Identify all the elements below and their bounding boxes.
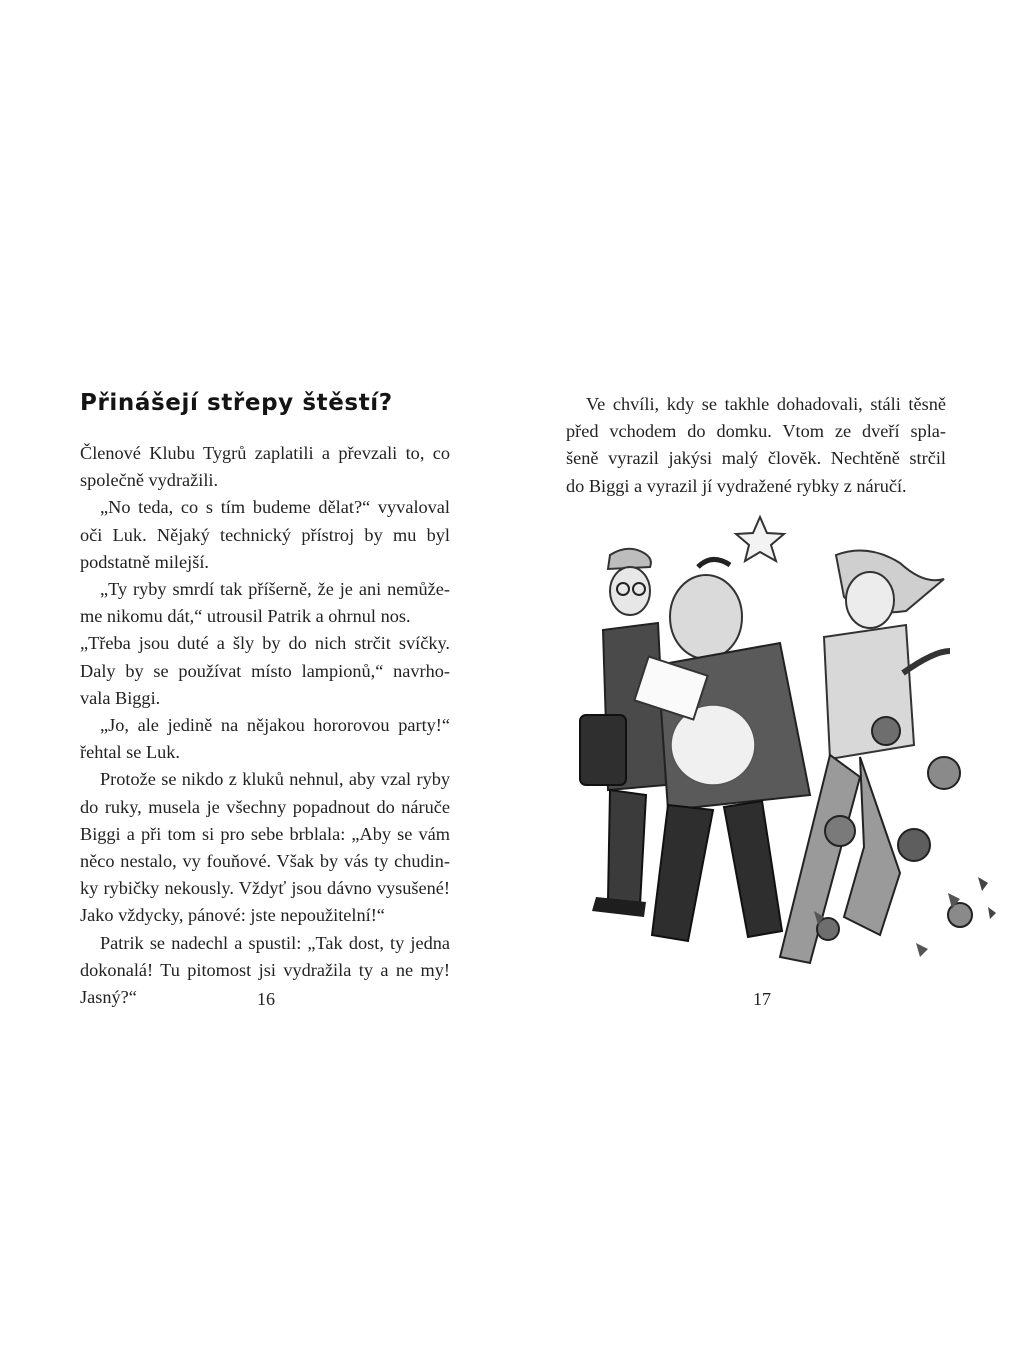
text-line: Daly by se používat místo lampionů,“ navrho- xyxy=(80,660,450,681)
illustration-children-pufferfish xyxy=(548,505,998,979)
text-line: něco nestalo, vy fouňové. Však by vás ty chudin- xyxy=(80,851,450,872)
text-line: před vchodem do domku. Vtom ze dveří spla- xyxy=(566,421,946,442)
right-body-text xyxy=(566,391,946,500)
text-line: Protože se nikdo z kluků nehnul, aby vzal ryby xyxy=(100,769,450,790)
girl-biggi xyxy=(780,551,950,964)
text-line: Patrik se nadechl a spustil: „Tak dost, ty jedna xyxy=(100,932,450,953)
page-number-right: 17 xyxy=(753,989,771,1009)
boy-with-glasses xyxy=(580,549,666,917)
text-line: šeně vyrazil jakýsi malý človĕk. Nechtěně strčil xyxy=(566,448,946,469)
text-line: Ve chvíli, kdy se takhle dohadovali, stáli těsně xyxy=(586,394,946,414)
chapter-heading: Přinášejí střepy štěstí? xyxy=(80,390,393,416)
right-page xyxy=(512,0,1024,1365)
left-body-text xyxy=(80,440,450,1011)
text-line: řehtal se Luk. xyxy=(80,742,181,763)
text-line: me nikomu dát,“ utrousil Patrik a ohrnul nos. xyxy=(80,606,411,627)
text-line: „Jo, ale jedině na nějakou hororovou party!“ xyxy=(100,715,450,736)
star-icon xyxy=(736,517,784,561)
text-line: „No teda, co s tím budeme dělat?“ vyvaloval xyxy=(100,497,450,518)
text-line: společně vydražili. xyxy=(80,470,219,491)
text-line: Jako vždycky, pánové: jste nepoužitelní!“ xyxy=(80,905,385,926)
text-line: Členové Klubu Tygrů zaplatili a převzali to, co xyxy=(80,443,450,463)
text-line: „Třeba jsou duté a šly by do nich strčit svíčky. xyxy=(80,633,450,654)
text-line: dokonalá! Tu pitomost jsi vydražila ty a ne my! xyxy=(80,959,450,980)
text-line: „Ty ryby smrdí tak příšerně, že je ani nemůže- xyxy=(100,579,450,600)
text-line: ky rybičky nekously. Vždyť jsou dávno vysušené! xyxy=(80,878,450,899)
text-line: Biggi a při tom si pro sebe brblala: „Aby se vám xyxy=(80,823,450,844)
text-line: vala Biggi. xyxy=(80,687,161,708)
text-line: oči Luk. Nějaký technický přístroj by mu byl xyxy=(80,524,450,545)
page-number-left: 16 xyxy=(257,989,275,1009)
text-line: podstatně milejší. xyxy=(80,551,209,572)
text-line: do ruky, musela je všechny popadnout do náruče xyxy=(80,796,450,817)
text-line: Jasný?“ xyxy=(80,987,137,1008)
text-line: do Biggi a vyrazil jí vydražené rybky z náručí. xyxy=(566,475,907,496)
